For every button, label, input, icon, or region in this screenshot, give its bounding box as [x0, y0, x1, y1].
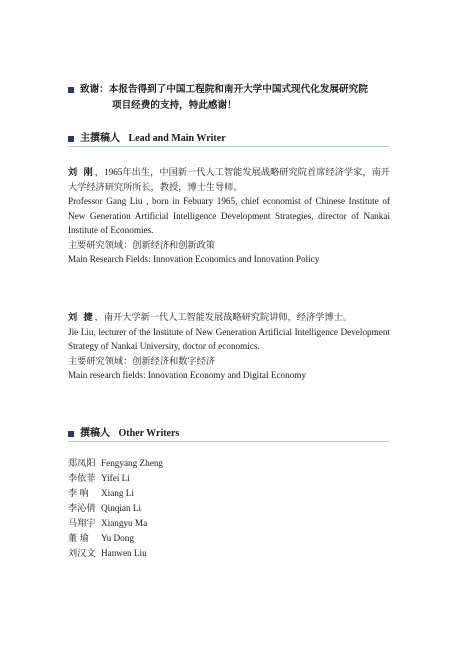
writer-1-name: 刘 刚: [68, 167, 95, 177]
list-item: [68, 546, 163, 561]
lead-heading-zh: 主撰稿人: [80, 133, 120, 144]
square-bullet-icon: [68, 136, 74, 142]
writer-name-zh: 李沁倩: [68, 503, 96, 513]
writer-2-bio-en: Jie Liu, lecturer of the Institute of New Generation Artificial Intelligence Development Strategy of Nankai University, doctor of economics.: [68, 326, 390, 351]
writer-1-block: [68, 165, 390, 267]
other-heading-en: Other Writers: [118, 428, 180, 439]
writer-2-field-en: Main research fields: Innovation Economy and Digital Economy: [68, 370, 307, 380]
writer-2-bio-zh-text: ，南开大学新一代人工智能发展战略研究院讲师，经济学博士。: [94, 312, 352, 322]
list-item: [68, 471, 163, 486]
writer-name-zh: 李 响: [68, 488, 89, 498]
square-bullet-icon: [68, 87, 74, 93]
writer-1-field-en: Main Research Fields: Innovation Economics and Innovation Policy: [68, 254, 320, 264]
writer-2-bio-zh: [68, 310, 390, 325]
writer-1-bio-zh-text: ，1965年出生，中国新一代人工智能发展战略研究院首席经济学家，南开大学经济研究所所长，教授，博士生导师。: [68, 167, 391, 192]
list-item: [68, 516, 163, 531]
square-bullet-icon: [68, 431, 74, 437]
lead-section-heading: [68, 129, 226, 144]
writer-2-name: 刘 捷: [68, 312, 95, 322]
writer-name-en: Fengyang Zheng: [101, 458, 164, 468]
section-divider: [68, 441, 389, 442]
writer-1-bio-en: Professor Gang Liu , born in Febuary 1965, chief economist of Chinese Institute of New Generation Artificial Intelligence Development Strategies, director of Nankai Institute of Economies.: [68, 196, 390, 235]
other-heading-zh: 撰稿人: [80, 428, 110, 439]
writer-name-en: Xiang Li: [101, 488, 134, 498]
list-item: [68, 486, 163, 501]
list-item: [68, 501, 163, 516]
lead-heading-en: Lead and Main Writer: [128, 133, 226, 144]
section-divider: [68, 146, 389, 147]
other-writers-list: [68, 456, 163, 561]
writer-name-zh: 郑凤阳: [68, 458, 96, 468]
ack-text-1: 致谢：本报告得到了中国工程院和南开大学中国式现代化发展研究院: [80, 84, 368, 95]
other-section-heading: [68, 424, 179, 439]
writer-name-zh: 刘汉文: [68, 548, 96, 558]
writer-name-en: Hanwen Liu: [101, 548, 147, 558]
acknowledgement: [68, 82, 398, 114]
list-item: [68, 456, 163, 471]
writer-name-zh: 马翔宇: [68, 518, 96, 528]
writer-2-block: [68, 310, 390, 383]
writer-name-en: Xiangyu Ma: [101, 518, 148, 528]
writer-1-bio-zh: [68, 165, 390, 194]
writer-name-zh: 董 瑜: [68, 533, 89, 543]
writer-name-en: Yu Dong: [101, 533, 134, 543]
writer-name-zh: 李依菲: [68, 473, 96, 483]
writer-name-en: Qinqian Li: [101, 503, 142, 513]
writer-1-field-zh: 主要研究领域：创新经济和创新政策: [68, 239, 215, 250]
writer-2-field-zh: 主要研究领域：创新经济和数字经济: [68, 355, 215, 366]
ack-line-2: 项目经费的支持，特此感谢！: [112, 100, 237, 111]
writer-name-en: Yifei Li: [101, 473, 130, 483]
list-item: [68, 531, 163, 546]
ack-line-1: [68, 82, 398, 98]
